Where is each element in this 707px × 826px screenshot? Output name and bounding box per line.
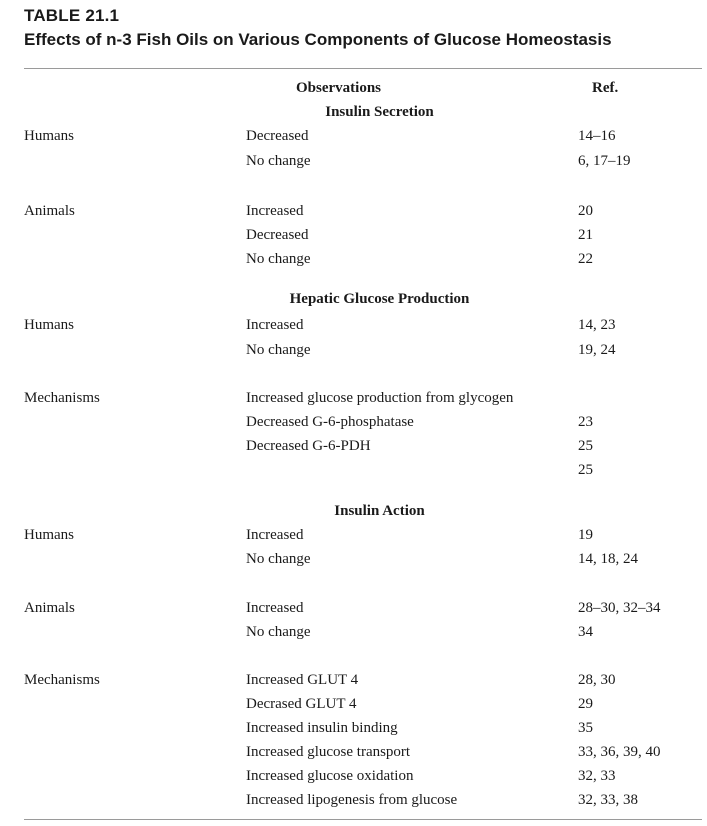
row-category: Humans	[24, 317, 74, 333]
row-category: Humans	[24, 527, 74, 543]
table-row	[0, 720, 707, 742]
row-ref: 29	[578, 696, 593, 712]
row-ref: 20	[578, 203, 593, 219]
column-header-ref: Ref.	[592, 80, 619, 96]
row-ref: 35	[578, 720, 593, 736]
row-observation: No change	[246, 624, 311, 640]
row-observation: Decreased G-6-PDH	[246, 438, 371, 454]
row-observation: Increased insulin binding	[246, 720, 398, 736]
section-title-text: Insulin Action	[334, 503, 425, 519]
row-ref: 32, 33	[578, 768, 616, 784]
row-ref: 28–30, 32–34	[578, 600, 661, 616]
bottom-rule	[24, 819, 702, 820]
table-row	[0, 153, 707, 175]
table-row	[0, 672, 707, 694]
table-row	[0, 792, 707, 814]
row-ref: 19, 24	[578, 342, 616, 358]
table-row	[0, 203, 707, 225]
table-row	[0, 462, 707, 484]
table-label: TABLE 21.1	[24, 6, 120, 25]
row-category: Mechanisms	[24, 672, 100, 688]
table-row	[0, 600, 707, 622]
table-title: Effects of n-3 Fish Oils on Various Components of Glucose Homeostasis	[24, 30, 612, 49]
row-observation: Increased glucose transport	[246, 744, 411, 760]
row-observation: Increased GLUT 4	[246, 672, 359, 688]
row-observation: Increased	[246, 203, 304, 219]
table-row	[0, 227, 707, 249]
row-ref: 14–16	[578, 128, 616, 144]
table-row	[0, 551, 707, 573]
section-title-text: Insulin Secretion	[325, 104, 434, 120]
table-row	[0, 624, 707, 646]
row-ref: 14, 23	[578, 317, 616, 333]
section-title-hepatic-glucose-production	[0, 291, 707, 308]
row-category: Animals	[24, 600, 75, 616]
table-row	[0, 438, 707, 460]
table-row	[0, 527, 707, 549]
table-row	[0, 696, 707, 718]
table-row	[0, 251, 707, 273]
row-observation: Decreased	[246, 128, 309, 144]
row-observation: Increased glucose oxidation	[246, 768, 414, 784]
row-ref: 14, 18, 24	[578, 551, 638, 567]
row-ref: 28, 30	[578, 672, 616, 688]
section-title-insulin-secretion	[0, 104, 707, 121]
row-ref: 25	[578, 462, 593, 478]
column-header-observations: Observations	[296, 80, 382, 96]
table-row	[0, 744, 707, 766]
section-title-text: Hepatic Glucose Production	[289, 291, 470, 307]
title-rule	[24, 68, 702, 69]
row-ref: 23	[578, 414, 593, 430]
row-ref: 6, 17–19	[578, 153, 631, 169]
row-observation: No change	[246, 551, 311, 567]
row-observation: Increased	[246, 317, 304, 333]
row-observation: Decreased	[246, 227, 309, 243]
row-observation: Increased glucose production from glycogen	[246, 390, 514, 406]
table-row	[0, 128, 707, 150]
table-row	[0, 342, 707, 364]
table-row	[0, 768, 707, 790]
row-ref: 25	[578, 438, 593, 454]
row-ref: 33, 36, 39, 40	[578, 744, 661, 760]
row-ref: 21	[578, 227, 593, 243]
row-observation: No change	[246, 342, 311, 358]
row-observation: Increased lipogenesis from glucose	[246, 792, 458, 808]
row-observation: No change	[246, 153, 311, 169]
row-observation: Increased	[246, 527, 304, 543]
section-title-insulin-action	[0, 503, 707, 520]
row-ref: 22	[578, 251, 593, 267]
table-row	[0, 414, 707, 436]
row-ref: 34	[578, 624, 593, 640]
row-category: Humans	[24, 128, 74, 144]
row-observation: Decrased GLUT 4	[246, 696, 357, 712]
row-category: Mechanisms	[24, 390, 100, 406]
table-row	[0, 390, 707, 412]
row-category: Animals	[24, 203, 75, 219]
row-observation: No change	[246, 251, 311, 267]
table-row	[0, 317, 707, 339]
row-observation: Increased	[246, 600, 304, 616]
row-observation: Decreased G-6-phosphatase	[246, 414, 414, 430]
row-ref: 19	[578, 527, 593, 543]
row-ref: 32, 33, 38	[578, 792, 638, 808]
